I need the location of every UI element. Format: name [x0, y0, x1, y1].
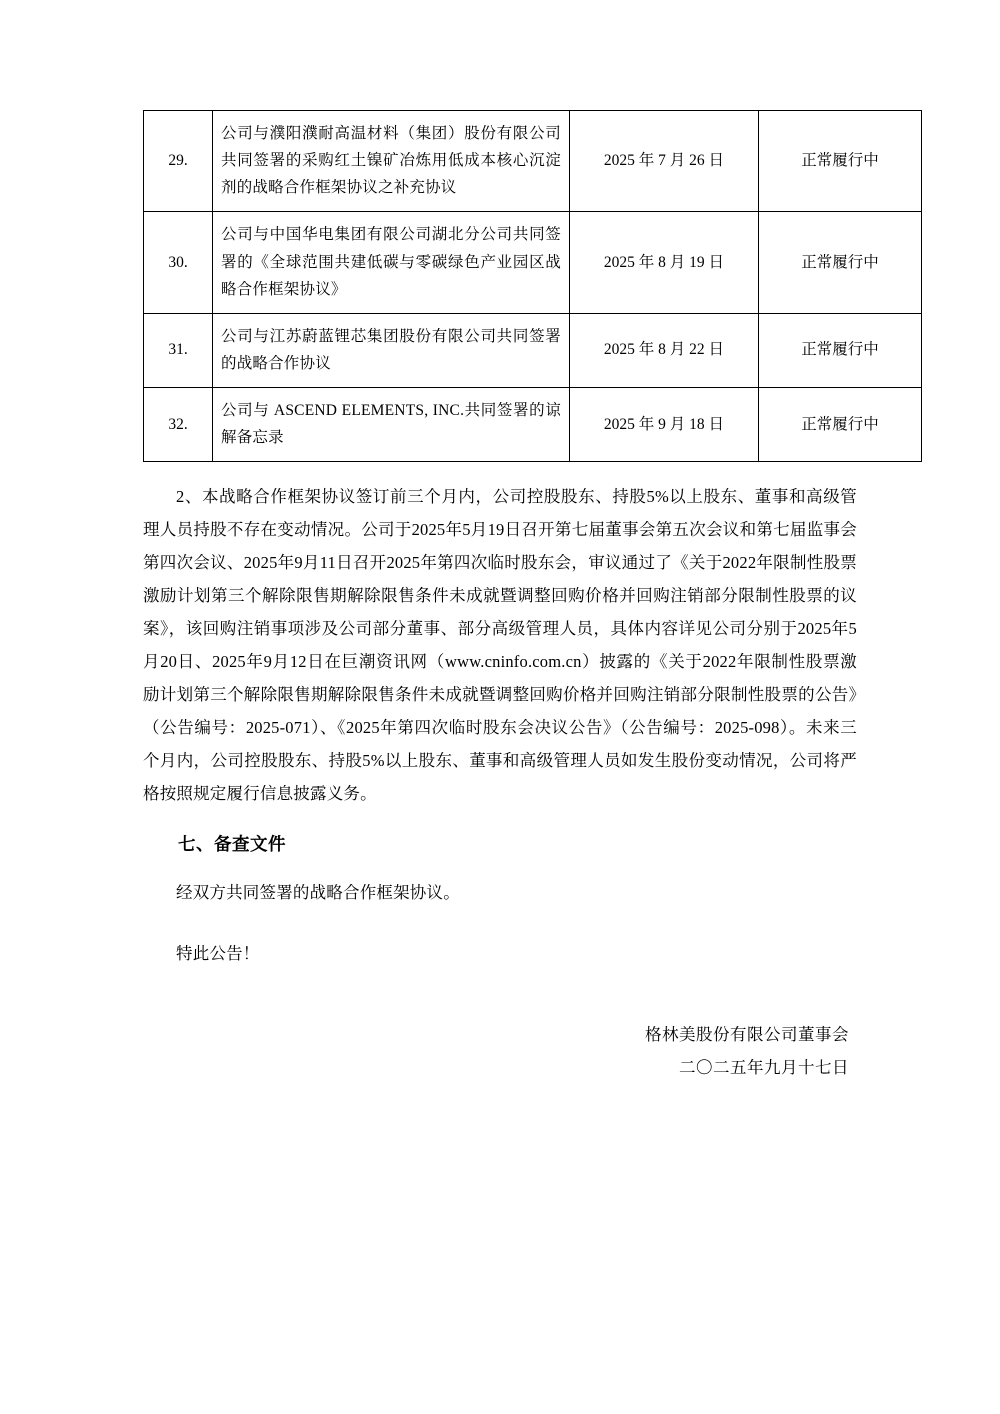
table-row	[144, 388, 922, 462]
notice-text: 特此公告！	[176, 944, 260, 964]
table-row	[144, 212, 922, 313]
row-description: 公司与濮阳濮耐高温材料（集团）股份有限公司共同签署的采购红土镍矿冶炼用低成本核心沉淀剂的战略合作框架协议之补充协议	[213, 111, 570, 212]
paragraph-shareholding: 2、本战略合作框架协议签订前三个月内，公司控股股东、持股5%以上股东、董事和高级管理人员持股不存在变动情况。公司于2025年5月19日召开第七届董事会第五次会议和第七届监事会第四次会议、2025年9月11日召开2025年第四次临时股东会，审议通过了《关于2022年限制性股票激励计划第三个解除限售期解除限售条件未成就暨调整回购价格并回购注销部分限制性股票的议案》，该回购注销事项涉及公司部分董事、部分高级管理人员，具体内容详见公司分别于2025年5月20日、2025年9月12日在巨潮资讯网（www.cninfo.com.cn）披露的《关于2022年限制性股票激励计划第三个解除限售期解除限售条件未成就暨调整回购价格并回购注销部分限制性股票的公告》（公告编号：2025-071）、《2025年第四次临时股东会决议公告》（公告编号：2025-098）。未来三个月内，公司控股股东、持股5%以上股东、董事和高级管理人员如发生股份变动情况，公司将严格按照规定履行信息披露义务。	[143, 487, 857, 804]
row-date: 2025 年 8 月 22 日	[570, 313, 759, 387]
row-description: 公司与江苏蔚蓝锂芯集团股份有限公司共同签署的战略合作协议	[213, 313, 570, 387]
section-text-documents: 经双方共同签署的战略合作框架协议。	[176, 883, 460, 903]
page-content	[143, 110, 879, 1084]
row-status: 正常履行中	[759, 111, 922, 212]
row-status: 正常履行中	[759, 212, 922, 313]
row-description: 公司与 ASCEND ELEMENTS, INC.共同签署的谅解备忘录	[213, 388, 570, 462]
row-number: 32.	[144, 388, 213, 462]
row-date: 2025 年 9 月 18 日	[570, 388, 759, 462]
signature-block	[143, 1018, 857, 1084]
row-date: 2025 年 8 月 19 日	[570, 212, 759, 313]
row-status: 正常履行中	[759, 313, 922, 387]
agreements-table	[143, 110, 922, 462]
row-number: 31.	[144, 313, 213, 387]
row-number: 30.	[144, 212, 213, 313]
table-row	[144, 111, 922, 212]
table-row	[144, 313, 922, 387]
row-date: 2025 年 7 月 26 日	[570, 111, 759, 212]
row-description: 公司与中国华电集团有限公司湖北分公司共同签署的《全球范围共建低碳与零碳绿色产业园区战略合作框架协议》	[213, 212, 570, 313]
row-number: 29.	[144, 111, 213, 212]
signature-company: 格林美股份有限公司董事会	[645, 1025, 849, 1045]
section-heading-documents: 七、备查文件	[178, 833, 286, 854]
row-status: 正常履行中	[759, 388, 922, 462]
signature-date: 二〇二五年九月十七日	[679, 1058, 849, 1078]
